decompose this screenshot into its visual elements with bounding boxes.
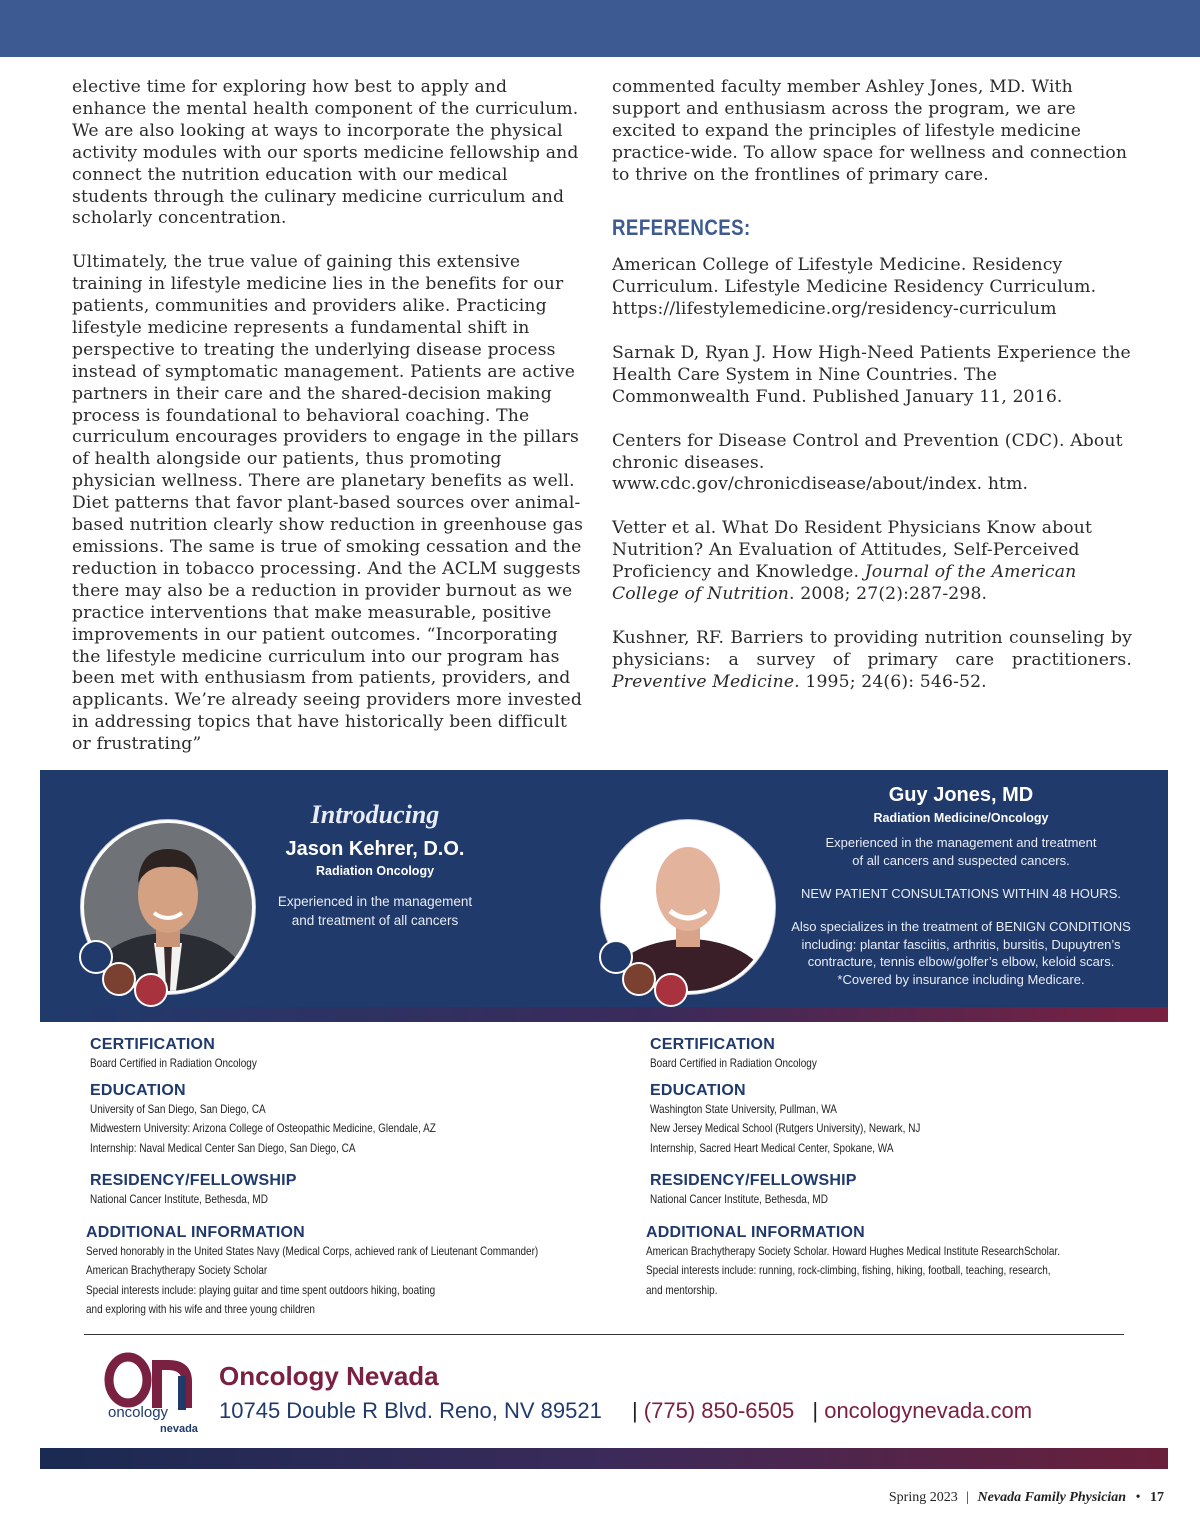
logo-mark-icon xyxy=(104,1352,200,1412)
decorative-dot xyxy=(654,973,688,1007)
education-item: Midwestern University: Arizona College of Osteopathic Medicine, Glendale, AZ xyxy=(90,1122,436,1135)
top-banner xyxy=(0,0,1200,57)
body-paragraph: elective time for exploring how best to apply and enhance the mental health component of the curriculum. We are also looking at ways to incorporate the physical activity modules with our sports medicine fellowship and connect the nutrition education with our medical students through the culinary medicine curriculum and scholarly concentration. xyxy=(72,77,579,229)
consult-note: NEW PATIENT CONSULTATIONS WITHIN 48 HOURS. xyxy=(801,886,1121,901)
doctor-specialty: Radiation Oncology xyxy=(315,864,435,878)
residency-text: National Cancer Institute, Bethesda, MD xyxy=(650,1193,828,1206)
reference-item: Vetter et al. What Do Resident Physicians Know about Nutrition? An Evaluation of Attitudes, Self-Perceived Proficiency and Knowledge. Journal of the American College of Nutrition. 2008; 27(2):287-298. xyxy=(612,518,1093,604)
company-name: Oncology Nevada xyxy=(219,1361,439,1391)
separator: | xyxy=(966,1490,970,1505)
right-credentials xyxy=(646,1036,1127,1300)
additional-item: American Brachytherapy Society Scholar xyxy=(86,1264,268,1277)
page-folio xyxy=(889,1490,1164,1506)
education-item: Internship: Naval Medical Center San Diego, San Diego, CA xyxy=(90,1141,356,1155)
doctor-blurb: Experienced in the management and treatment of all cancers and suspected cancers. xyxy=(825,835,1097,868)
address: 10745 Double R Blvd. Reno, NV 89521 xyxy=(219,1398,602,1423)
separator: | xyxy=(812,1398,819,1423)
right-doctor-info xyxy=(770,784,1152,988)
contact-line xyxy=(219,1398,1032,1424)
intro-text: Introducing xyxy=(310,800,440,829)
doctor-name: Guy Jones, MD xyxy=(888,784,1034,806)
certification-heading: CERTIFICATION xyxy=(650,1036,775,1053)
benign-conditions: Also specializes in the treatment of BENIGN CONDITIONS including: plantar fasciitis, arthritis, bursitis, Dupuytren’s contracture, tennis elbow/golfer’s elbow, keloid scars. *Covered by insurance including Medicare. xyxy=(791,919,1131,987)
bullet: • xyxy=(1135,1490,1141,1505)
certification-text: Board Certified in Radiation Oncology xyxy=(90,1057,257,1070)
gradient-stripe xyxy=(40,1007,1168,1022)
education-item: Washington State University, Pullman, WA xyxy=(650,1102,837,1116)
decorative-dot xyxy=(622,962,656,996)
oncology-nevada-logo xyxy=(104,1352,200,1438)
residency-text: National Cancer Institute, Bethesda, MD xyxy=(90,1193,268,1206)
body-paragraph: commented faculty member Ashley Jones, MD. With support and enthusiasm across the program, we are excited to expand the principles of lifestyle medicine practice-wide. To allow space for wellness and connection to thrive on the frontlines of primary care. xyxy=(612,77,1128,185)
doctor-name: Jason Kehrer, D.O. xyxy=(285,838,465,860)
issue-season: Spring 2023 xyxy=(888,1490,958,1505)
body-paragraph: Ultimately, the true value of gaining this extensive training in lifestyle medicine lies in the benefits for our patients, communities and providers alike. Practicing lifestyle medicine represents a fundamental shift in perspective to treating the underlying disease process instead of symptomatic management. Patients are active partners in their care and the shared-decision making process is foundational to behavioral coaching. The curriculum encourages providers to engage in the pillars of health alongside our patients, thus promoting physician wellness. There are planetary benefits as well. Diet patterns that favor plant-based sources over animal-based nutrition clearly show reduction in greenhouse gas emissions. The same is true of smoking cessation and the reduction in tobacco processing. And the ACLM suggests there may also be a reduction in provider burnout as we practice interventions that make measurable, positive improvements in our patient outcomes. “Incorporating the lifestyle medicine curriculum into our program has been met with enthusiasm from patients, providers, and applicants. We’re already seeing providers more invested in addressing topics that have historically been difficult or frustrating” xyxy=(72,252,584,755)
doctor-specialty: Radiation Medicine/Oncology xyxy=(873,811,1049,825)
reference-item: Sarnak D, Ryan J. How High-Need Patients Experience the Health Care System in Nine Countries. The Commonwealth Fund. Published January 11, 2016. xyxy=(612,343,1131,407)
additional-heading: ADDITIONAL INFORMATION xyxy=(86,1223,305,1241)
footer-gradient-bar xyxy=(40,1448,1168,1469)
reference-item: Kushner, RF. Barriers to providing nutrition counseling by physicians: a survey of primary care practitioners. Preventive Medicine. 1995; 24(6): 546-52. xyxy=(612,627,1132,692)
logo-oncology-text: oncology xyxy=(108,1404,169,1421)
logo-nevada-text: nevada xyxy=(160,1423,198,1435)
additional-heading: ADDITIONAL INFORMATION xyxy=(646,1223,865,1241)
additional-item: Special interests include: running, rock-climbing, fishing, hiking, football, teaching, research, xyxy=(646,1264,1051,1277)
additional-item: American Brachytherapy Society Scholar. Howard Hughes Medical Institute ResearchScholar. xyxy=(646,1244,1060,1258)
additional-item: and exploring with his wife and three young children xyxy=(86,1303,315,1316)
separator: | xyxy=(631,1398,638,1423)
reference-item: Centers for Disease Control and Prevention (CDC). About chronic diseases. www.cdc.gov/chronicdisease/about/index. htm. xyxy=(612,430,1123,495)
additional-item: and mentorship. xyxy=(646,1283,718,1297)
references-heading: REFERENCES: xyxy=(612,214,751,240)
divider xyxy=(84,1334,1124,1335)
education-heading: EDUCATION xyxy=(90,1081,186,1099)
residency-heading: RESIDENCY/FELLOWSHIP xyxy=(90,1172,297,1189)
residency-heading: RESIDENCY/FELLOWSHIP xyxy=(650,1172,857,1189)
education-item: New Jersey Medical School (Rutgers University), Newark, NJ xyxy=(650,1122,921,1135)
certification-heading: CERTIFICATION xyxy=(90,1036,215,1053)
decorative-dot xyxy=(134,973,168,1007)
additional-item: Special interests include: playing guitar and time spent outdoors hiking, boating xyxy=(86,1283,436,1297)
left-credentials xyxy=(86,1036,612,1320)
phone-number: (775) 850-6505 xyxy=(643,1398,795,1423)
doctor-blurb: Experienced in the management and treatment of all cancers xyxy=(277,894,473,928)
certification-text: Board Certified in Radiation Oncology xyxy=(650,1057,817,1070)
education-item: Internship, Sacred Heart Medical Center, Spokane, WA xyxy=(650,1141,894,1155)
left-column xyxy=(72,77,587,778)
publication-name: Nevada Family Physician xyxy=(977,1490,1127,1505)
education-item: University of San Diego, San Diego, CA xyxy=(90,1102,266,1116)
reference-item: American College of Lifestyle Medicine. Residency Curriculum. Lifestyle Medicine Residency Curriculum. https://lifestylemedicine.org/residency-curriculum xyxy=(612,255,1097,320)
additional-item: Served honorably in the United States Navy (Medical Corps, achieved rank of Lieutenant Commander) xyxy=(86,1244,539,1258)
page-number: 17 xyxy=(1150,1490,1164,1505)
education-heading: EDUCATION xyxy=(650,1081,746,1099)
website-link[interactable]: oncologynevada.com xyxy=(824,1398,1033,1423)
left-doctor-info xyxy=(240,800,510,930)
right-column xyxy=(612,77,1132,715)
decorative-dot xyxy=(102,962,136,996)
